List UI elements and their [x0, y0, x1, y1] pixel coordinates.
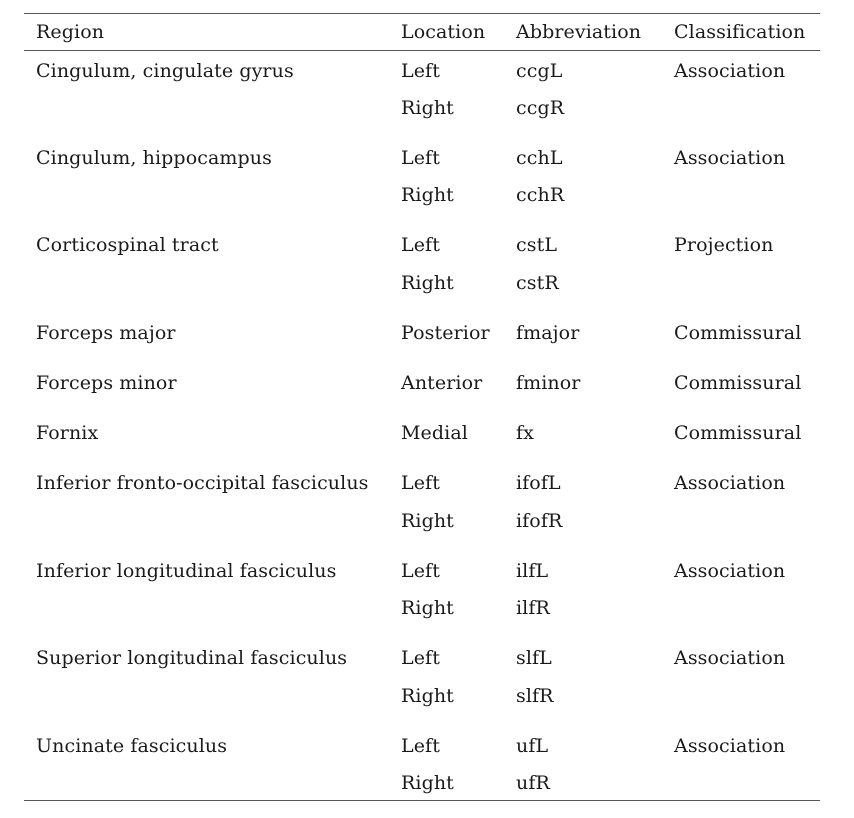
cell-location: Left — [401, 735, 440, 757]
cell-abbreviation: fx — [516, 422, 534, 444]
cell-abbreviation: slfL — [516, 647, 552, 669]
cell-abbreviation: ilfR — [516, 597, 550, 619]
cell-location: Right — [401, 597, 454, 619]
cell-abbreviation: cstR — [516, 272, 559, 294]
header-region: Region — [36, 21, 105, 43]
cell-classification: Association — [674, 60, 786, 82]
cell-region: Superior longitudinal fasciculus — [36, 647, 348, 669]
cell-region: Forceps minor — [36, 372, 177, 394]
cell-region: Fornix — [36, 422, 99, 444]
cell-abbreviation: ilfL — [516, 560, 549, 582]
cell-classification: Commissural — [674, 322, 802, 344]
cell-location: Left — [401, 647, 440, 669]
cell-classification: Association — [674, 147, 786, 169]
cell-region: Inferior longitudinal fasciculus — [36, 560, 337, 582]
cell-abbreviation: cchL — [516, 147, 563, 169]
cell-classification: Projection — [674, 234, 774, 256]
cell-location: Left — [401, 234, 440, 256]
cell-location: Right — [401, 510, 454, 532]
cell-location: Anterior — [401, 372, 483, 394]
cell-abbreviation: ufL — [516, 735, 549, 757]
cell-classification: Commissural — [674, 422, 802, 444]
cell-location: Left — [401, 147, 440, 169]
cell-region: Forceps major — [36, 322, 176, 344]
cell-location: Right — [401, 772, 454, 794]
header-location: Location — [401, 21, 486, 43]
table-top-rule — [24, 13, 820, 14]
cell-abbreviation: slfR — [516, 685, 554, 707]
cell-abbreviation: fminor — [516, 372, 581, 394]
cell-classification: Commissural — [674, 372, 802, 394]
cell-abbreviation: ccgL — [516, 60, 563, 82]
cell-abbreviation: ifofR — [516, 510, 563, 532]
cell-location: Left — [401, 560, 440, 582]
cell-location: Right — [401, 685, 454, 707]
cell-location: Posterior — [401, 322, 490, 344]
cell-classification: Association — [674, 560, 786, 582]
cell-location: Right — [401, 184, 454, 206]
cell-abbreviation: fmajor — [516, 322, 580, 344]
cell-classification: Association — [674, 472, 786, 494]
cell-location: Medial — [401, 422, 468, 444]
header-classification: Classification — [674, 21, 806, 43]
table-header-rule — [24, 50, 820, 51]
header-abbreviation: Abbreviation — [516, 21, 642, 43]
cell-abbreviation: ccgR — [516, 97, 565, 119]
cell-abbreviation: cchR — [516, 184, 565, 206]
cell-region: Cingulum, hippocampus — [36, 147, 272, 169]
cell-region: Corticospinal tract — [36, 234, 219, 256]
cell-classification: Association — [674, 735, 786, 757]
cell-abbreviation: ifofL — [516, 472, 561, 494]
cell-abbreviation: ufR — [516, 772, 550, 794]
cell-location: Right — [401, 272, 454, 294]
cell-region: Inferior fronto-occipital fasciculus — [36, 472, 369, 494]
cell-abbreviation: cstL — [516, 234, 558, 256]
table-bottom-rule — [24, 800, 820, 801]
cell-region: Cingulum, cingulate gyrus — [36, 60, 294, 82]
cell-location: Left — [401, 60, 440, 82]
cell-classification: Association — [674, 647, 786, 669]
cell-location: Right — [401, 97, 454, 119]
cell-region: Uncinate fasciculus — [36, 735, 228, 757]
cell-location: Left — [401, 472, 440, 494]
